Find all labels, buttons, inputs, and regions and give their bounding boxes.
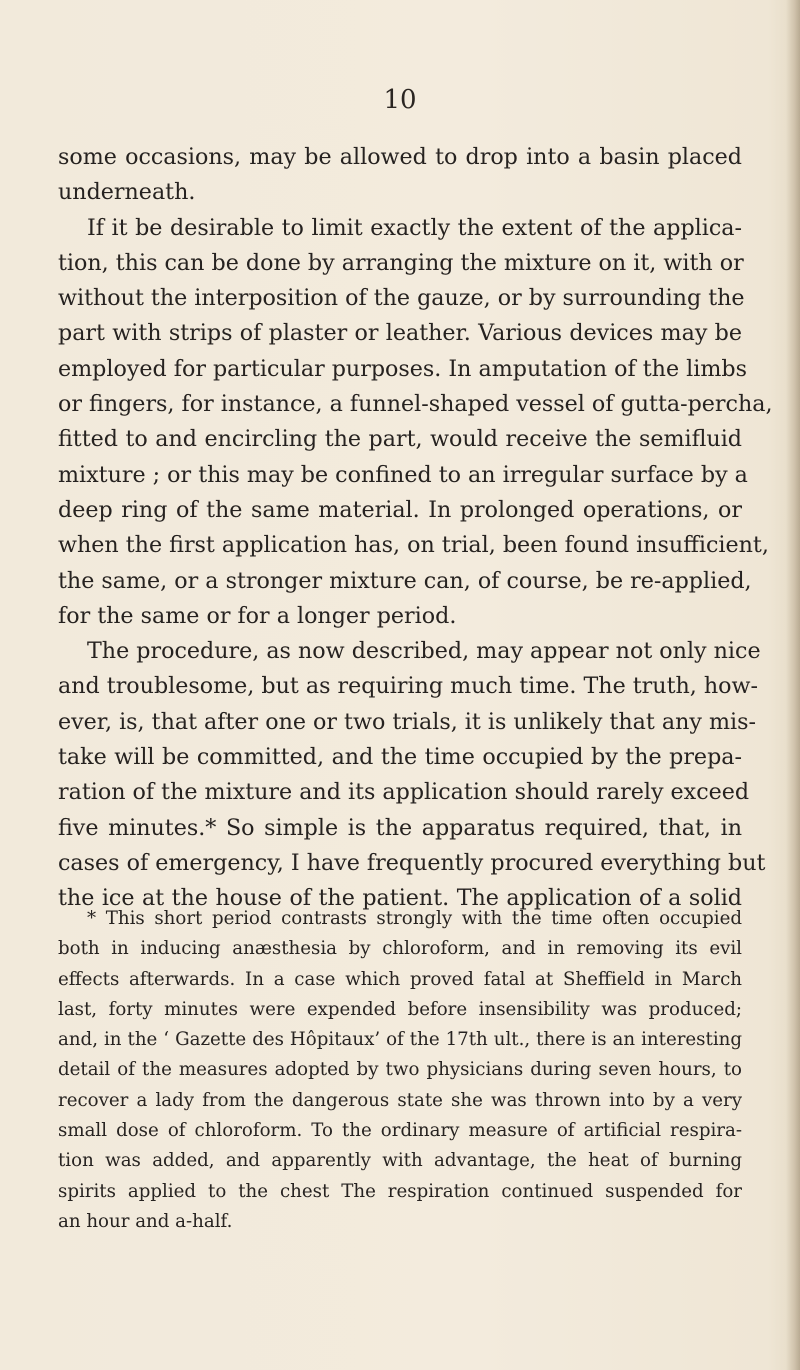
footnote-line: small dose of chloroform. To the ordinary measure of artificial respira- xyxy=(58,1120,742,1142)
body-line: employed for particular purposes. In amputation of the limbs xyxy=(58,355,747,382)
body-line: part with strips of plaster or leather. Various devices may be xyxy=(58,320,742,347)
body-line: and troublesome, but as requiring much time. The truth, how- xyxy=(58,673,759,700)
body-line: when the first application has, on trial, been found insufficient, xyxy=(58,532,769,559)
body-line: ever, is, that after one or two trials, it is unlikely that any mis- xyxy=(58,708,756,735)
body-line: fitted to and encircling the part, would receive the semifluid xyxy=(58,426,742,453)
body-line: or fingers, for instance, a funnel-shaped vessel of gutta-percha, xyxy=(58,391,773,418)
body-line: mixture ; or this may be confined to an irregular surface by a xyxy=(58,461,748,488)
footnote-line: both in inducing anæsthesia by chloroform, and in removing its evil xyxy=(58,938,742,960)
body-line: the ice at the house of the patient. The application of a solid xyxy=(58,885,742,912)
body-line: without the interposition of the gauze, or by surrounding the xyxy=(58,285,745,312)
body-line: The procedure, as now described, may appear not only nice xyxy=(87,638,761,665)
body-line: underneath. xyxy=(58,179,196,206)
footnote-line: spirits applied to the chest The respiration continued suspended for xyxy=(58,1180,742,1202)
body-line: cases of emergency, I have frequently procured everything but xyxy=(58,849,766,876)
page-edge-shadow xyxy=(786,0,800,1370)
footnote-line: and, in the ‘ Gazette des Hôpitaux’ of the 17th ult., there is an interesting xyxy=(58,1029,742,1051)
footnote-line: * This short period contrasts strongly with the time often occupied xyxy=(87,908,742,929)
footnote-line: detail of the measures adopted by two physicians during seven hours, to xyxy=(58,1059,742,1081)
body-line: for the same or for a longer period. xyxy=(58,602,457,629)
footnote-line: recover a lady from the dangerous state she was thrown into by a very xyxy=(58,1089,742,1111)
body-text xyxy=(58,140,773,917)
footnote-line: effects afterwards. In a case which proved fatal at Sheffield in March xyxy=(58,968,742,990)
body-line: tion, this can be done by arranging the mixture on it, with or xyxy=(58,249,744,276)
body-line: If it be desirable to limit exactly the extent of the applica- xyxy=(87,214,742,241)
body-line: five minutes.* So simple is the apparatus required, that, in xyxy=(58,814,742,841)
body-line: some occasions, may be allowed to drop into a basin placed xyxy=(58,144,742,170)
body-line: ration of the mixture and its application should rarely exceed xyxy=(58,779,750,806)
body-line: take will be committed, and the time occupied by the prepa- xyxy=(58,744,742,771)
footnote-line: an hour and a-half. xyxy=(58,1210,233,1232)
page-number: 10 xyxy=(383,85,417,115)
body-line: the same, or a stronger mixture can, of course, be re-applied, xyxy=(58,567,752,594)
body-line: deep ring of the same material. In prolonged operations, or xyxy=(58,496,742,523)
footnote-line: tion was added, and apparently with advantage, the heat of burning xyxy=(58,1150,742,1172)
footnote-line: last, forty minutes were expended before insensibility was produced; xyxy=(58,998,742,1020)
footnote xyxy=(58,904,742,1237)
